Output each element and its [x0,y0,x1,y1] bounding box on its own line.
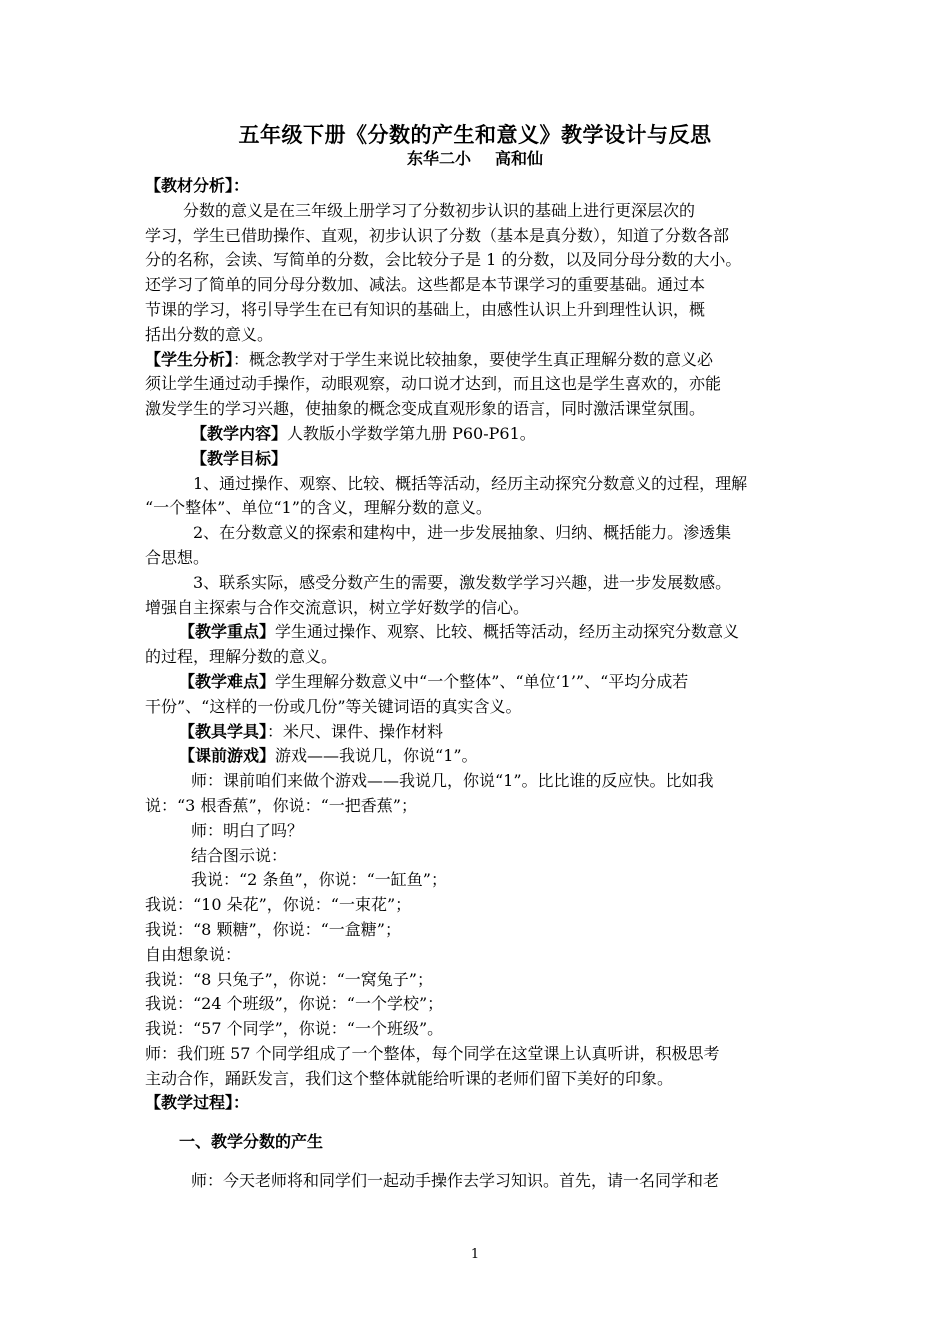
section-heading-teaching-process: 【教学过程】： [145,1093,250,1113]
section-heading-textbook-analysis: 【教材分析】： [145,176,250,195]
paragraph-line: 合思想。 [145,547,210,567]
paragraph-line: 分的名称，会读、写简单的分数，会比较分子是 1 的分数，以及同分母分数的大小。 [145,250,742,270]
spacer [145,1116,817,1130]
paragraph-line: 学习，学生已借助操作、直观，初步认识了分数（基本是真分数），知道了分数各部 [145,225,730,245]
paragraph-line: 师：课前咱们来做个游戏——我说几，你说“1”。比比谁的反应快。比如我 [191,771,714,791]
paragraph-line: 激发学生的学习兴趣，使抽象的概念变成直观形象的语言，同时激活课堂氛围。 [145,399,706,419]
section-teaching-content: 【教学内容】人教版小学数学第九册 P60-P61。 [191,423,536,443]
section-student-analysis: 【学生分析】：概念教学对于学生来说比较抽象，要使学生真正理解分数的意义必 [145,349,714,369]
section-difficult-points: 【教学难点】学生理解分数意义中“一个整体”、“单位‘1’”、“平均分成若 [179,671,689,691]
paragraph-line: 我说：“8 只兔子”，你说：“一窝兔子”； [145,969,433,989]
document-title: 五年级下册《分数的产生和意义》教学设计与反思 [238,123,712,147]
paragraph-line: 我说：“8 颗糖”，你说：“一盒糖”； [145,919,401,939]
page-number: 1 [470,1247,480,1262]
document-body [145,174,817,1194]
paragraph-line: “一个整体”、单位“1”的含义，理解分数的意义。 [145,498,492,518]
paragraph-line: 师：今天老师将和同学们一起动手操作去学习知识。首先，请一名同学和老 [191,1171,720,1191]
paragraph-line: 我说：“24 个班级”，你说：“一个学校”； [145,994,444,1014]
paragraph-line: 3、联系实际，感受分数产生的需要，激发数学学习兴趣，进一步发展数感。 [193,572,732,592]
section-key-points: 【教学重点】学生通过操作、观察、比较、概括等活动，经历主动探究分数意义 [179,622,740,642]
paragraph-line: 结合图示说： [191,845,288,865]
paragraph-line: 我说：“2 条鱼”，你说：“一缸鱼”； [191,870,447,890]
paragraph-line: 括出分数的意义。 [145,324,274,344]
section-teaching-aids: 【教具学具】：米尺、课件、操作材料 [179,721,444,741]
paragraph-line: 的过程，理解分数的意义。 [145,647,338,667]
author-school: 东华二小 [406,149,471,168]
paragraph-line: 师：我们班 57 个同学组成了一个整体，每个同学在这堂课上认真听讲，积极思考 [145,1043,720,1063]
section-pre-class-game: 【课前游戏】游戏——我说几，你说“1”。 [179,746,478,766]
paragraph-line: 增强自主探索与合作交流意识，树立学好数学的信心。 [145,597,530,617]
section-heading-teaching-goals: 【教学目标】 [191,448,288,468]
paragraph-line: 自由想象说： [145,944,242,964]
paragraph-line: 分数的意义是在三年级上册学习了分数初步认识的基础上进行更深层次的 [183,200,696,220]
subsection-heading: 一、教学分数的产生 [179,1132,324,1152]
paragraph-line: 说：“3 根香蕉”，你说：“一把香蕉”； [145,795,417,815]
paragraph-line: 须让学生通过动手操作，动眼观察，动口说才达到，而且这也是学生喜欢的，亦能 [145,374,722,394]
paragraph-line: 我说：“57 个同学”，你说：“一个班级”。 [145,1019,444,1039]
paragraph-line: 师：明白了吗？ [191,820,304,840]
author-name: 高和仙 [495,149,544,168]
spacer [145,1155,817,1169]
paragraph-line: 2、在分数意义的探索和建构中，进一步发展抽象、归纳、概括能力。渗透集 [193,523,732,543]
author-line [0,148,950,170]
paragraph-line: 还学习了简单的同分母分数加、减法。这些都是本节课学习的重要基础。通过本 [145,275,706,295]
paragraph-line: 节课的学习，将引导学生在已有知识的基础上，由感性认识上升到理性认识，概 [145,299,706,319]
paragraph-line: 主动合作，踊跃发言，我们这个整体就能给听课的老师们留下美好的印象。 [145,1068,674,1088]
paragraph-line: 1、通过操作、观察、比较、概括等活动，经历主动探究分数意义的过程，理解 [193,473,748,493]
paragraph-line: 我说：“10 朵花”，你说：“一束花”； [145,895,412,915]
paragraph-line: 干份”、“这样的一份或几份”等关键词语的真实含义。 [145,696,522,716]
